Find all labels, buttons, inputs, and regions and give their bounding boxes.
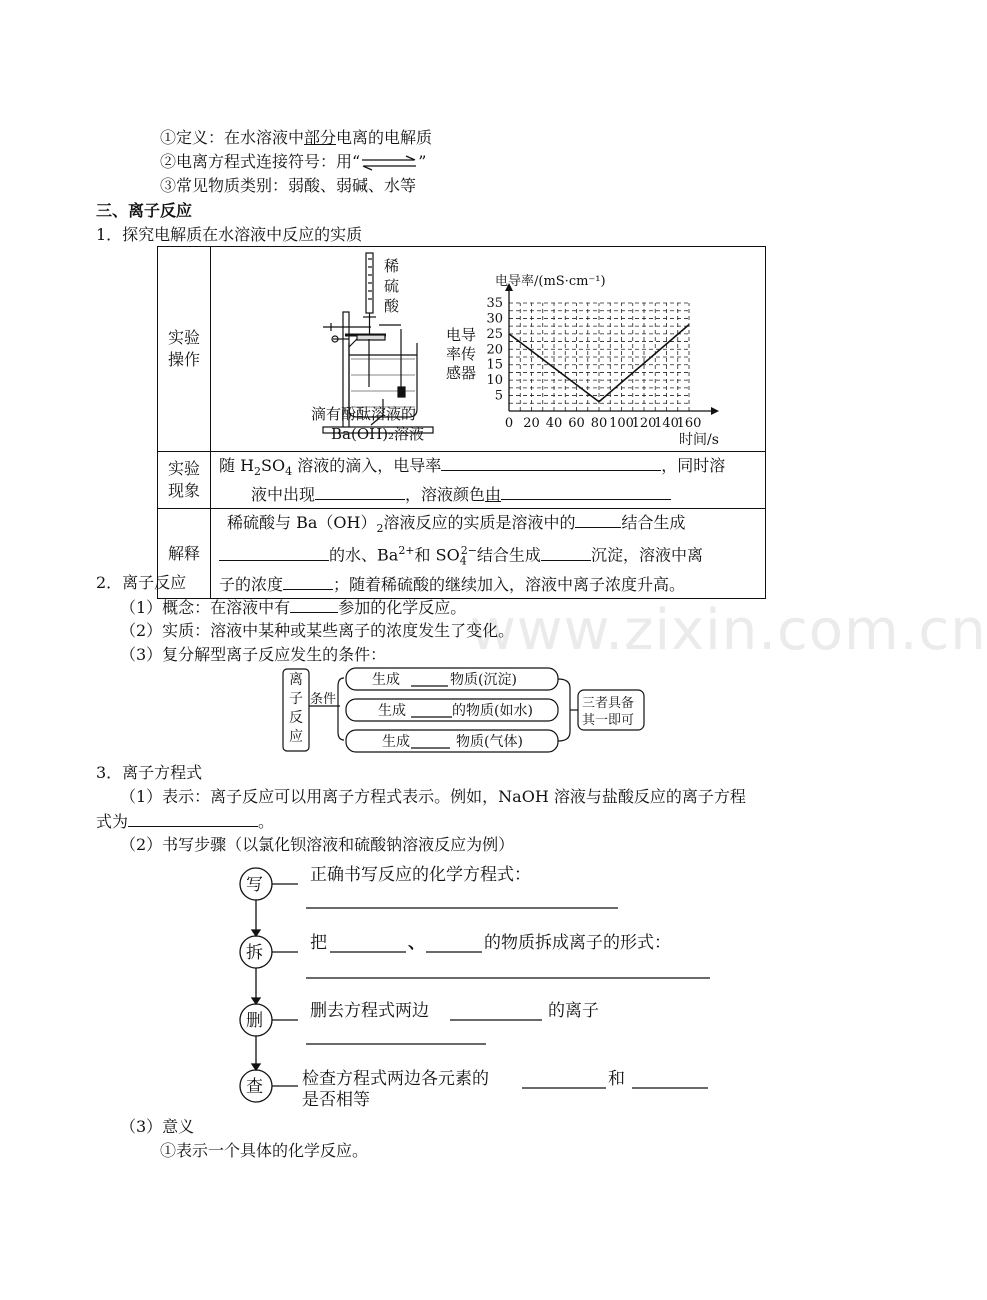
y-tick-label: 15 — [486, 357, 503, 373]
operation-cell — [211, 247, 766, 452]
x-axis-label: 时间/s — [679, 432, 719, 448]
x-tick-label: 40 — [545, 416, 563, 431]
cond-row2-b: 的物质(如水) — [452, 703, 533, 719]
writing-steps-flow — [230, 856, 730, 1118]
y-tick-label: 10 — [486, 373, 503, 389]
step-check-c: 是否相等 — [302, 1090, 370, 1110]
conductivity-line — [509, 325, 689, 402]
x-tick-label: 0 — [504, 416, 514, 431]
step-check-b: 和 — [608, 1069, 625, 1089]
y-tick-label: 5 — [494, 388, 503, 404]
reagent-label-stack: 稀硫酸 — [384, 257, 400, 315]
explanation-cell: 稀硫酸与 $Ba(OH)_2$溶液反应的实质是溶液中的 结合生成 的水、$Ba^{2+}$和 $SO_4^{2-}$结合生成 沉淀，溶液中离 子的浓度 ；随着稀硫酸的继续加入，溶液中离子浓度升高。 — [211, 509, 766, 599]
step-check-icon: 查 — [246, 1077, 263, 1097]
sensor-label: 电导率传感器 — [446, 326, 477, 382]
x-tick-label: 140 — [654, 416, 679, 431]
cond-row2-a: 生成 — [378, 703, 406, 719]
y-tick-label: 35 — [486, 296, 503, 311]
representation-line: （1）表示：离子反应可以用离子方程式表示。例如，NaOH 溶液与盐酸反应的离子方程 — [120, 787, 746, 806]
step-check-a: 检查方程式两边各元素的 — [302, 1069, 489, 1089]
step-split-c: 的物质拆成离子的形式： — [484, 933, 671, 953]
y-axis-label: 电导率/(mS·cm⁻¹) — [495, 274, 606, 289]
x-tick-label: 120 — [631, 416, 657, 431]
x-tick-label: 80 — [590, 416, 608, 431]
essence-line: （2）实质：溶液中某种或某些离子的浓度发生了变化。 — [120, 621, 515, 640]
row-header-explanation: 解释 — [158, 509, 211, 599]
sub-title-ionic-equation: 3．离子方程式 — [96, 763, 203, 782]
cond-tag: 条件 — [310, 692, 337, 707]
step-delete-icon: 删 — [246, 1011, 263, 1031]
steps-title: （2）书写步骤（以氯化钡溶液和硫酸钠溶液反应为例） — [120, 835, 515, 854]
cond-row1-a: 生成 — [372, 672, 400, 688]
section-title-ion-reaction: 三、离子反应 — [96, 201, 193, 220]
sub-title-ion-reaction: 2．离子反应 — [96, 573, 187, 592]
step-write-text: 正确书写反应的化学方程式： — [310, 865, 531, 885]
conductivity-chart — [486, 273, 719, 448]
meaning-item-1: ①表示一个具体的化学反应。 — [160, 1141, 369, 1160]
x-tick-label: 100 — [609, 416, 634, 431]
cond-right-label: 三者具备其一即可 — [582, 696, 635, 728]
cond-row3-b: 物质(气体) — [456, 734, 523, 750]
x-tick-label: 160 — [676, 416, 702, 431]
cond-row3-a: 生成 — [382, 734, 410, 750]
x-axis-arrow-icon — [711, 407, 719, 415]
y-tick-label: 25 — [486, 326, 503, 342]
weak-types: ③常见物质类别：弱酸、弱碱、水等 — [160, 176, 417, 195]
conditions-diagram — [280, 666, 660, 754]
row-header-phenomenon: 实验 现象 — [158, 452, 211, 509]
step-split-b: 、 — [408, 933, 425, 953]
phenomenon-cell: 随 $H_2SO_4$ 溶液的滴入，电导率 ，同时溶 液中出现 ，溶液颜色由 — [211, 452, 766, 509]
step-split-a: 把 — [310, 933, 327, 953]
solution-label-2: Ba(OH)₂溶液 — [331, 425, 425, 443]
experiment-table — [157, 246, 766, 599]
conditions-line: （3）复分解型离子反应发生的条件： — [120, 645, 387, 664]
y-tick-label: 30 — [486, 311, 503, 327]
x-tick-label: 60 — [568, 416, 585, 431]
step-split-icon: 拆 — [246, 943, 263, 963]
watermark: www.zixin.com.cn — [470, 598, 987, 663]
row-header-operation: 实验 操作 — [158, 247, 211, 452]
solution-label-1: 滴有酚酞溶液的 — [311, 405, 417, 423]
weak-definition: ①定义：在水溶液中部分电离的电解质 — [160, 128, 433, 147]
representation-line-2: 式为 。 — [96, 812, 275, 831]
y-tick-label: 20 — [486, 342, 503, 358]
step-write-icon: 写 — [246, 875, 263, 895]
reversible-arrow-icon — [360, 156, 418, 170]
sub-title-explore: 1．探究电解质在水溶液中反应的实质 — [96, 225, 363, 244]
cond-left-label: 离子反应 — [289, 672, 303, 745]
concept-line: （1）概念：在溶液中有 参加的化学反应。 — [120, 598, 467, 617]
weak-equation-symbol: ②电离方程式连接符号：用“ ” — [160, 152, 427, 171]
step-delete-a: 删去方程式两边 — [310, 1001, 429, 1021]
x-tick-label: 20 — [523, 416, 540, 431]
meaning-title: （3）意义 — [120, 1117, 195, 1136]
apparatus-and-chart — [211, 247, 761, 448]
cond-row1-b: 物质(沉淀) — [450, 672, 517, 688]
step-delete-b: 的离子 — [548, 1001, 599, 1021]
